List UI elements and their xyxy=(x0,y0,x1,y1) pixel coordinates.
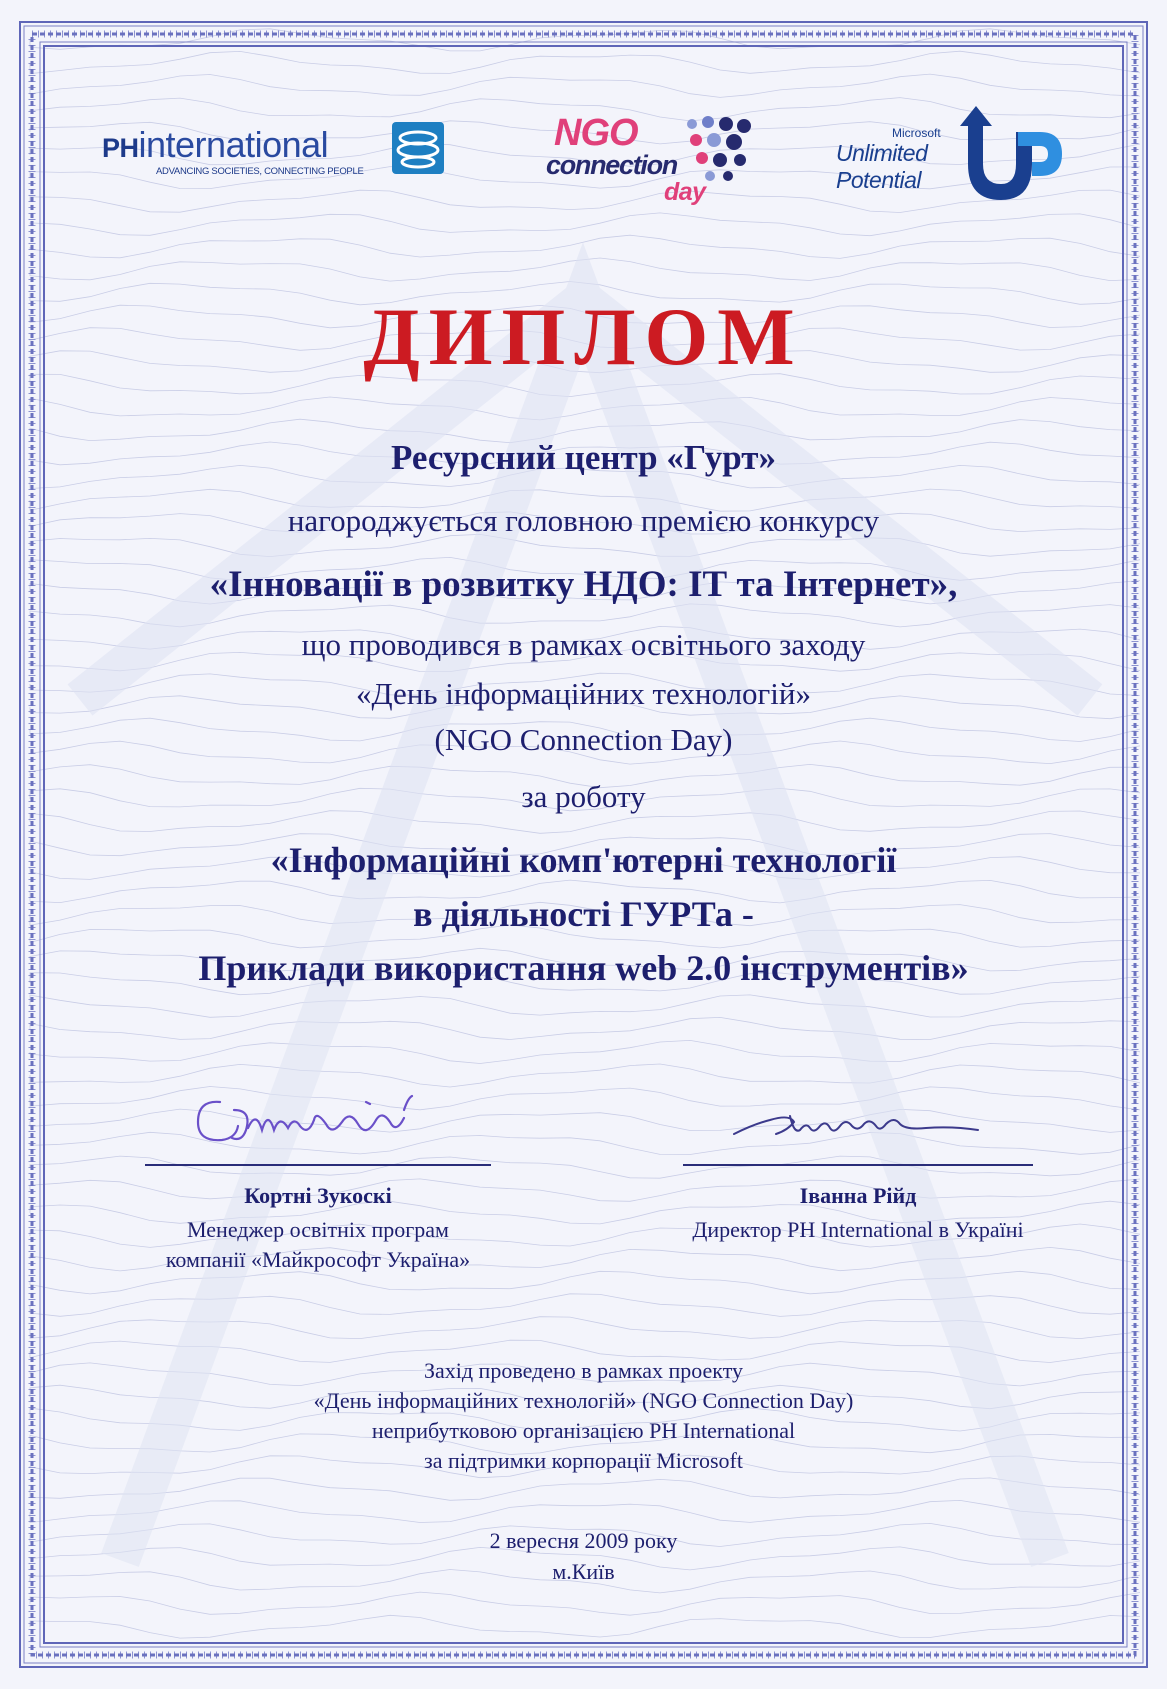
event-name: «День інформаційних технологій» xyxy=(356,676,811,711)
ms-logo-brand: Microsoft xyxy=(892,126,941,140)
ph-international-logo xyxy=(102,118,442,188)
ph-logo-light: international xyxy=(138,124,329,165)
ph-globe-icon xyxy=(392,122,444,174)
award-city: м.Київ xyxy=(552,1559,615,1584)
for-work-text: за роботу xyxy=(521,779,646,814)
award-date: 2 вересня 2009 року xyxy=(489,1528,678,1553)
dots-icon xyxy=(684,114,754,184)
ngo-connection-day-logo xyxy=(540,112,760,222)
diploma-title: ДИПЛОМ xyxy=(363,291,804,382)
ngo-logo-line1: NGO xyxy=(554,112,638,154)
ph-logo-bold: PH xyxy=(102,133,139,163)
work-title-line-1: «Інформаційні комп'ютерні технології xyxy=(270,840,897,880)
signatory-left-role: Менеджер освітніх програм xyxy=(187,1217,449,1242)
footer-note-line-4: за підтримки корпорації Microsoft xyxy=(424,1448,743,1473)
microsoft-unlimited-potential-logo xyxy=(836,104,1076,204)
work-title-line-3: Приклади використання web 2.0 інструментів» xyxy=(198,948,969,988)
ph-logo-tagline: ADVANCING SOCIETIES, CONNECTING PEOPLE xyxy=(156,166,364,177)
ngo-logo-line2: connection xyxy=(546,150,678,180)
held-text: що проводився в рамках освітнього заходу xyxy=(301,627,866,662)
ms-logo-line2: Potential xyxy=(836,167,922,193)
awarded-text: нагороджується головною премією конкурсу xyxy=(287,503,880,538)
ngo-logo-line3: day xyxy=(664,178,706,206)
recipient-name: Ресурсний центр «Гурт» xyxy=(390,438,777,477)
signature-line-left xyxy=(145,1164,491,1166)
work-title-line-2: в діяльності ГУРТа - xyxy=(413,894,754,934)
event-name-en: (NGO Connection Day) xyxy=(434,722,733,757)
signature-left xyxy=(190,1080,450,1160)
signature-line-right xyxy=(683,1164,1033,1166)
footer-note-line-1: Захід проведено в рамках проекту xyxy=(423,1358,744,1383)
signatory-right-role: Директор PH International в Україні xyxy=(692,1217,1024,1242)
signature-right xyxy=(730,1094,990,1154)
contest-name: «Інновації в розвитку НДО: ІТ та Інтернет», xyxy=(209,564,958,605)
signatory-left-company: компанії «Майкрософт Україна» xyxy=(165,1247,471,1272)
signatory-left-name: Кортні Зукоскі xyxy=(244,1183,392,1208)
footer-note-line-2: «День інформаційних технологій» (NGO Connection Day) xyxy=(313,1388,854,1413)
signatory-right-name: Іванна Рійд xyxy=(799,1183,917,1208)
ms-logo-line1: Unlimited xyxy=(836,140,928,166)
up-arrow-icon xyxy=(956,104,1066,204)
footer-note-line-3: неприбутковою організацією PH International xyxy=(371,1418,796,1443)
